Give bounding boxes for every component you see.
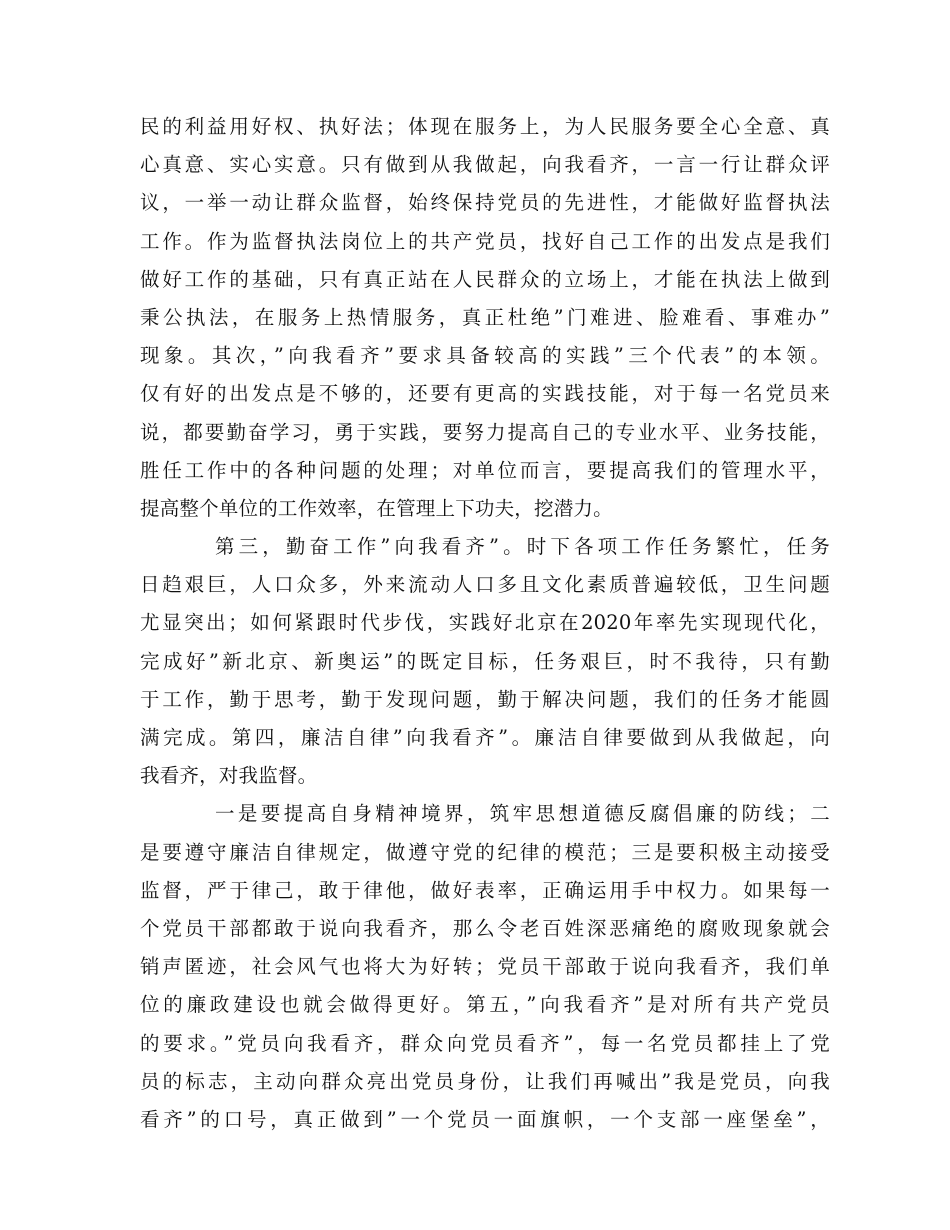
paragraph-start-line: 第三，勤奋工作”向我看齐”。时下各项工作任务繁忙，任务 (215, 535, 830, 559)
text-line: 做好工作的基础，只有真正站在人民群众的立场上，才能在执法上做到 (140, 267, 830, 291)
text-line: 位的廉政建设也就会做得更好。第五，”向我看齐”是对所有共产党员 (140, 993, 830, 1017)
text-line: 于工作，勤于思考，勤于发现问题，勤于解决问题，我们的任务才能圆 (140, 687, 830, 711)
text-line: 现象。其次，”向我看齐”要求具备较高的实践”三个代表”的本领。 (140, 344, 830, 368)
text-line: 监督，严于律己，敢于律他，做好表率，正确运用手中权力。如果每一 (140, 878, 830, 902)
text-line: 我看齐，对我监督。 (140, 764, 318, 788)
text-line: 工作。作为监督执法岗位上的共产党员，找好自己工作的出发点是我们 (140, 229, 830, 253)
text-line: 销声匿迹，社会风气也将大为好转；党员干部敢于说向我看齐，我们单 (140, 955, 830, 979)
text-line: 个党员干部都敢于说向我看齐，那么令老百姓深恶痛绝的腐败现象就会 (140, 916, 830, 940)
text-line: 满完成。第四，廉洁自律”向我看齐”。廉洁自律要做到从我做起，向 (140, 726, 830, 749)
paragraph-start-line: 一是要提高自身精神境界，筑牢思想道德反腐倡廉的防线；二 (215, 802, 830, 826)
text-line: 议，一举一动让群众监督，始终保持党员的先进性，才能做好监督执法 (140, 191, 830, 215)
text-line: 完成好”新北京、新奥运”的既定目标，任务艰巨，时不我待，只有勤 (140, 649, 830, 673)
text-line: 提高整个单位的工作效率，在管理上下功夫，挖潜力。 (140, 496, 613, 520)
text-line: 看齐”的口号，真正做到”一个党员一面旗帜，一个支部一座堡垒”， (140, 1107, 830, 1131)
text-line: 心真意、实心实意。只有做到从我做起，向我看齐，一言一行让群众评 (140, 153, 830, 177)
text-line: 尤显突出；如何紧跟时代步伐，实践好北京在2020年率先实现现代化， (140, 611, 830, 635)
text-line: 的要求。”党员向我看齐，群众向党员看齐”，每一名党员都挂上了党 (140, 1031, 830, 1055)
text-line: 员的标志，主动向群众亮出党员身份，让我们再喊出”我是党员，向我 (140, 1069, 830, 1093)
text-line: 胜任工作中的各种问题的处理；对单位而言，要提高我们的管理水平， (140, 458, 830, 482)
text-line: 是要遵守廉洁自律规定，做遵守党的纪律的模范；三是要积极主动接受 (140, 840, 830, 864)
body-text (140, 108, 830, 1139)
text-line: 说，都要勤奋学习，勇于实践，要努力提高自己的专业水平、业务技能， (140, 420, 830, 444)
text-line: 日趋艰巨，人口众多，外来流动人口多且文化素质普遍较低，卫生问题 (140, 573, 830, 597)
text-line: 仅有好的出发点是不够的，还要有更高的实践技能，对于每一名党员来 (140, 382, 830, 406)
text-line: 秉公执法，在服务上热情服务，真正杜绝”门难进、脸难看、事难办” (140, 305, 830, 329)
text-line: 民的利益用好权、执好法；体现在服务上，为人民服务要全心全意、真 (140, 115, 830, 138)
